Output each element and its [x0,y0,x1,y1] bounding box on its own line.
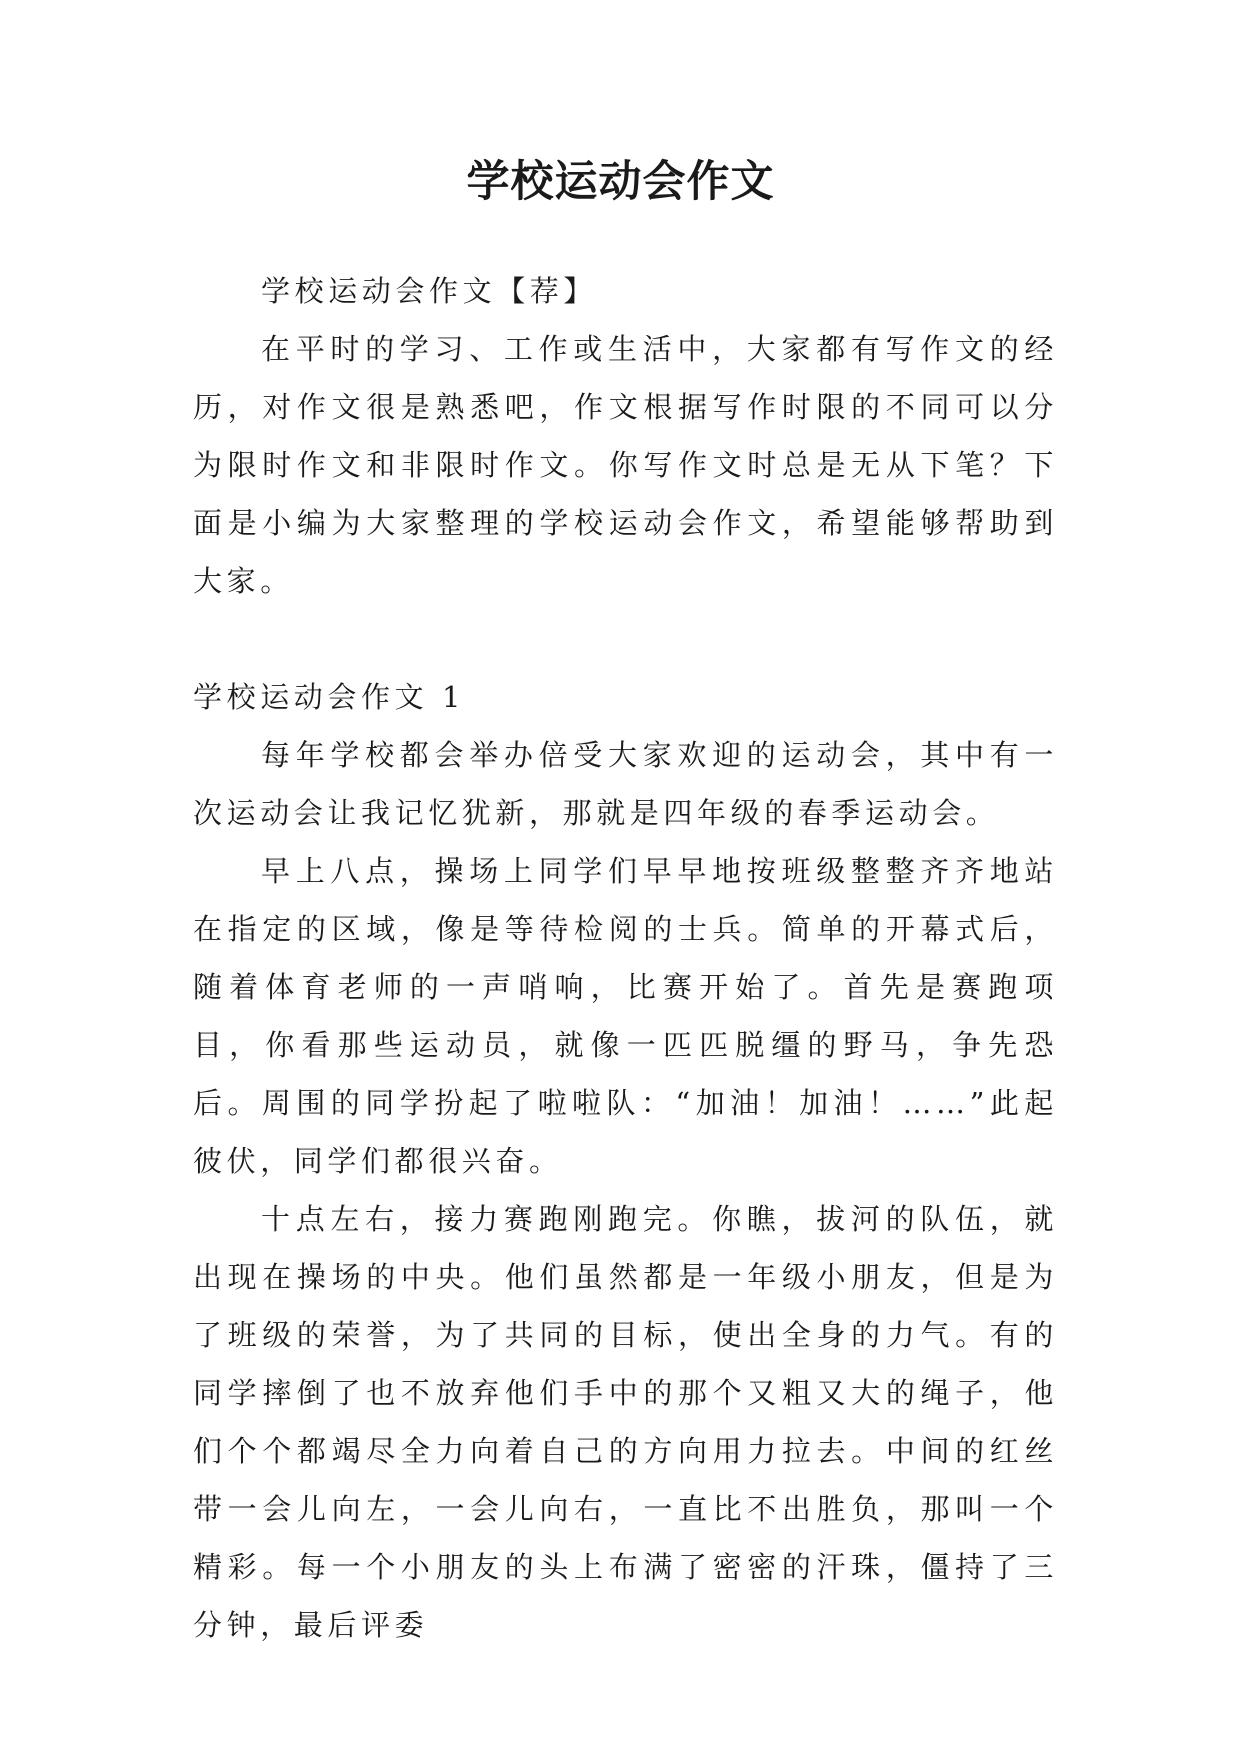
subtitle-line: 学校运动会作文【荐】 [261,274,598,308]
body-paragraph: 每年学校都会举办倍受大家欢迎的运动会，其中有一次运动会让我记忆犹新，那就是四年级的春季运动会。 [193,738,1058,830]
intro-paragraph: 在平时的学习、工作或生活中，大家都有写作文的经历，对作文很是熟悉吧，作文根据写作时限的不同可以分为限时作文和非限时作文。你写作文时总是无从下笔？下面是小编为大家整理的学校运动会作文，希望能够帮助到大家。 [193,332,1058,598]
body-paragraph: 十点左右，接力赛跑刚跑完。你瞧，拔河的队伍，就出现在操场的中央。他们虽然都是一年级小朋友，但是为了班级的荣誉，为了共同的目标，使出全身的力气。有的同学摔倒了也不放弃他们手中的那个又粗又大的绳子，他们个个都竭尽全力向着自己的方向用力拉去。中间的红丝带一会儿向左，一会儿向右，一直比不出胜负，那叫一个精彩。每一个小朋友的头上布满了密密的汗珠，僵持了三分钟，最后评委 [193,1202,1058,1642]
section-spacer [193,610,1058,668]
body-paragraph: 早上八点，操场上同学们早早地按班级整整齐齐地站在指定的区域，像是等待检阅的士兵。简单的开幕式后，随着体育老师的一声哨响，比赛开始了。首先是赛跑项目，你看那些运动员，就像一匹匹脱缰的野马，争先恐后。周围的同学扮起了啦啦队：“加油！加油！……”此起彼伏，同学们都很兴奋。 [193,854,1058,1178]
document-body [193,262,1058,1654]
section-heading: 学校运动会作文 1 [193,680,466,714]
document-title: 学校运动会作文 [466,157,775,207]
